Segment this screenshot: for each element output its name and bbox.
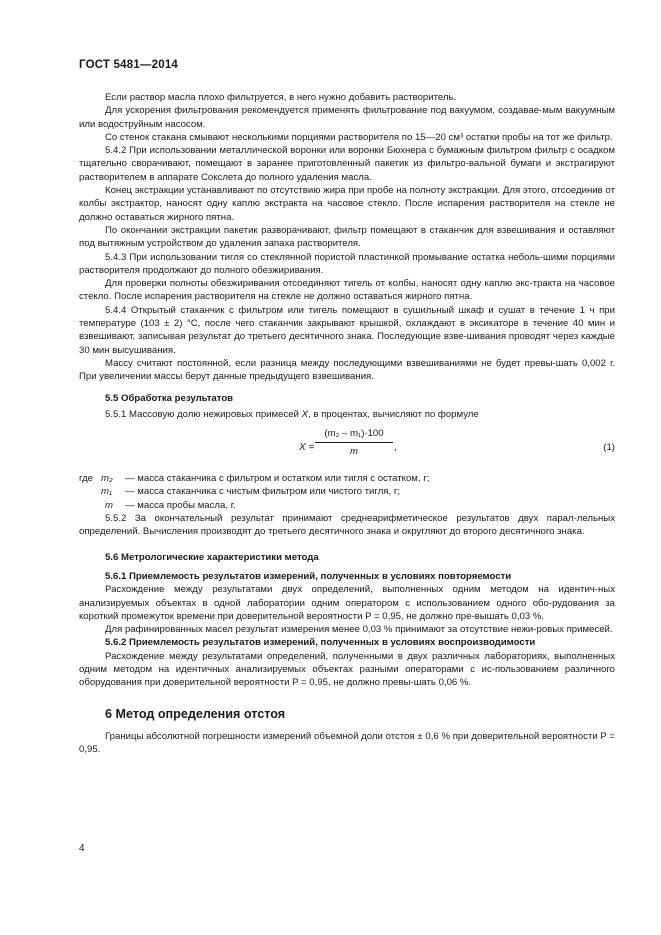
paragraph-5-4-4: 5.4.4 Открытый стаканчик с фильтром или тигель помещают в сушильный шкаф и сушат в течение 1 ч при температуре (103 ± 2) °С, после чего стаканчик закрывают крышкой, охлаждают в эксикаторе в течение 40 мин и взвешивают, записывая результат до третьего десятичного знака. Последующие взве-шивания проводят через каждые 30 мин высушивания. bbox=[79, 304, 615, 356]
legend-text: — масса стаканчика с фильтром и остатком или тигля с остатком, г; bbox=[125, 473, 430, 485]
legend-prefix bbox=[79, 499, 105, 512]
intro-variable: X bbox=[301, 408, 309, 420]
legend-prefix bbox=[79, 485, 101, 498]
subheading-5-6-2: 5.6.2 Приемлемость результатов измерений, полученных в условиях воспроизводимости bbox=[105, 637, 536, 649]
formula-legend bbox=[79, 472, 615, 512]
paragraph: Для проверки полноты обезжиривания отсоединяют тигель от колбы, наносят одну каплю экс-тракта на часовое стекло. После испарения растворителя на стекле не должно оставаться жирного пятна. bbox=[79, 278, 615, 303]
paragraph-6: Границы абсолютной погрешности измерений объемной доли отстоя ± 0,6 % при доверительной вероятности P = 0,95. bbox=[79, 730, 615, 755]
legend-row bbox=[79, 472, 615, 485]
paragraph-5-4-2: 5.4.2 При использовании металлической воронки или воронки Бюхнера с бумажным фильтром фильтр с осадком тщательно сворачивают, помещают в заранее приготовленный пакетик из фильтро-вальной бумаги и экстрагируют растворителем в аппарате Сокслета до полного удаления масла. bbox=[79, 145, 615, 183]
paragraph-5-6-2: Расхождение между результатами определений, полученными в двух различных лабораториях, выполненных одним методом на идентичных анализируемых объектах разными операторами с ис-пользованием различного оборудования при доверительной вероятности P = 0,95, не должно превы-шать 0,06 %. bbox=[79, 650, 615, 689]
page-number: 4 bbox=[79, 843, 85, 854]
formula-lhs: X = bbox=[299, 442, 315, 454]
legend-symbol: m₁ bbox=[101, 486, 113, 498]
subheading-5-6-1: 5.6.1 Приемлемость результатов измерений, полученных в условиях повторяемости bbox=[105, 570, 512, 582]
formula-number: (1) bbox=[603, 442, 615, 454]
formula-comma: , bbox=[394, 442, 397, 454]
formula-denominator: m bbox=[350, 446, 358, 458]
paragraph: Массу считают постоянной, если разница между последующими взвешиваниями не будет превы-шать 0,002 г. При увеличении массы берут данные предыдущего взвешивания. bbox=[79, 357, 615, 383]
intro-text: 5.5.1 Массовую долю нежировых примесей bbox=[105, 408, 302, 420]
legend-symbol: m₂ bbox=[101, 473, 113, 485]
paragraph: Для ускорения фильтрования рекомендуется применять фильтрование под вакуумом, создавае-мым вакуумным или водоструйным насосом. bbox=[79, 105, 615, 130]
formula-fraction bbox=[315, 427, 393, 459]
section-heading-5-5: 5.5 Обработка результатов bbox=[105, 392, 234, 404]
paragraph: Конец экстракции устанавливают по отсутствию жира при пробе на полноту экстракции. Для этого, отсоединив от колбы экстрактор, наносят одну каплю экстракта на часовое стекло. После испарения растворителя на стекле не должно оставаться жирного пятна. bbox=[79, 185, 615, 223]
document-code-header: ГОСТ 5481—2014 bbox=[79, 59, 179, 71]
paragraph-5-6-1b: Для рафинированных масел результат измерения менее 0,03 % принимают за отсутствие нежи-ровых примесей. bbox=[105, 624, 613, 636]
paragraph: Если раствор масла плохо фильтруется, в него нужно добавить растворитель. bbox=[105, 92, 457, 103]
document-body bbox=[79, 91, 615, 756]
legend-prefix: где bbox=[79, 473, 94, 485]
legend-row bbox=[79, 485, 615, 498]
section-heading-6: 6 Метод определения отстоя bbox=[105, 706, 286, 721]
legend-symbol: m bbox=[105, 499, 113, 511]
paragraph-5-5-2: 5.5.2 За окончательный результат принимают среднеарифметическое результатов двух парал-лельных определений. Вычисления производят до третьего десятичного знака и округляют до второго десятичного знака. bbox=[79, 513, 615, 538]
legend-text: — масса стаканчика с чистым фильтром или чистого тигля, г; bbox=[125, 486, 400, 498]
legend-text: — масса пробы масла, г. bbox=[125, 499, 236, 511]
paragraph: По окончании экстракции пакетик разворачивают, фильтр помещают в стаканчик для взвешивания и оставляют под вытяжным устройством до удаления запаха растворителя. bbox=[79, 224, 615, 250]
paragraph: Со стенок стакана смывают несколькими порциями растворителя по 15—20 см³ остатки пробы на тот же фильтр. bbox=[105, 131, 613, 143]
paragraph-5-4-3: 5.4.3 При использовании тигля со стеклянной пористой пластинкой промывание остатка неболь-шими порциями растворителя продолжают до полного обезжиривания. bbox=[79, 251, 615, 276]
paragraph-5-5-1 bbox=[79, 408, 615, 421]
paragraph-5-6-1a: Расхождение между результатами двух определений, выполненных одним методом на идентич-ных анализируемых объектах в одной лаборатории одним оператором с использованием одного обо-рудования за короткий промежуток времени при доверительной вероятности P = 0,95, не должно пре-вышать 0,03 %. bbox=[79, 584, 615, 622]
legend-row bbox=[79, 499, 615, 512]
formula-numerator: (m₂ – m₁)·100 bbox=[315, 427, 393, 443]
intro-text-end: , в процентах, вычисляют по формуле bbox=[308, 408, 479, 420]
section-heading-5-6: 5.6 Метрологические характеристики метода bbox=[105, 551, 319, 563]
formula-1 bbox=[79, 424, 615, 472]
